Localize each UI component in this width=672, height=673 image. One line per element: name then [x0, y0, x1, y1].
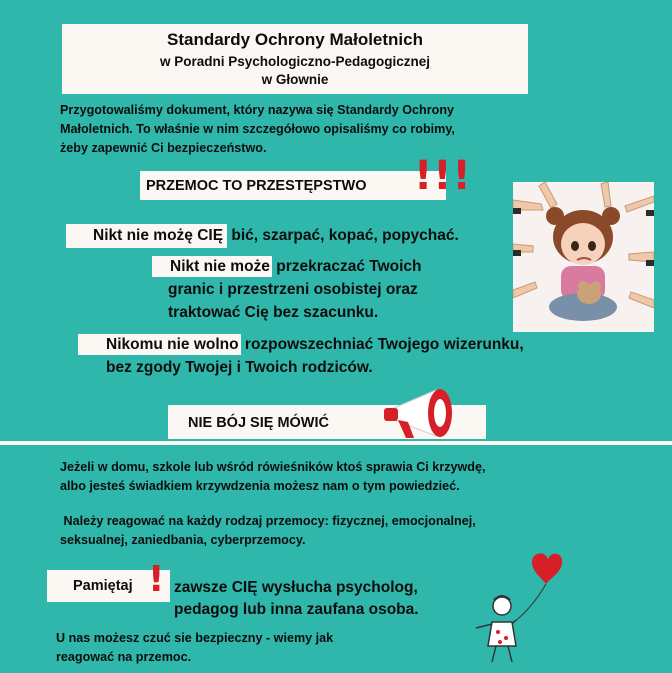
- para-2-line-1: Należy reagować na każdy rodzaj przemocy: fizycznej, emocjonalnej,: [60, 514, 476, 528]
- intro-line-3: żeby zapewnić Ci bezpieczeństwo.: [60, 141, 267, 155]
- closing-line-1: U nas możesz czuć sie bezpieczny - wiemy jak: [56, 631, 334, 645]
- banner-violence-is-crime: [140, 171, 446, 200]
- section-divider: [0, 441, 672, 445]
- exclamation-icon: !: [148, 559, 165, 600]
- rule-3-highlight: Nikomu nie wolno: [78, 334, 241, 355]
- closing-paragraph: [56, 629, 456, 667]
- para-1-line-1: Jeżeli w domu, szkole lub wśród rówieśników ktoś sprawia Ci krzywdę,: [60, 460, 486, 474]
- intro-paragraph: [60, 101, 540, 158]
- rule-3-line-2: bez zgody Twojej i Twoich rodziców.: [106, 359, 373, 376]
- rule-3-rest: rozpowszechniać Twojego wizerunku,: [240, 336, 524, 353]
- rule-no-hitting: [66, 224, 459, 248]
- violence-types-paragraph: [60, 512, 600, 550]
- rule-2-line-2: granic i przestrzeni osobistej oraz: [168, 281, 418, 298]
- title-panel: [62, 24, 528, 94]
- title-line-3: w Głownie: [261, 72, 329, 87]
- rule-1-highlight: Nikt nie możę CIĘ: [66, 224, 227, 248]
- report-harm-paragraph: [60, 458, 600, 496]
- rule-image-rights: [78, 333, 524, 379]
- title-line-2: w Poradni Psychologiczno-Pedagogicznej: [159, 54, 431, 69]
- para-2-line-2: seksualnej, zaniedbania, cyberprzemocy.: [60, 533, 306, 547]
- exclamation-marks-icon: !!!: [414, 153, 472, 199]
- para-1-line-2: albo jesteś świadkiem krzywdzenia możesz nam o tym powiedzieć.: [60, 479, 460, 493]
- girl-heart-balloon-icon: [472, 548, 562, 673]
- rule-2-rest: przekraczać Twoich: [271, 258, 422, 275]
- rule-personal-boundaries: [152, 255, 422, 324]
- megaphone-icon: [384, 386, 462, 449]
- title-line-1: Standardy Ochrony Małoletnich: [167, 30, 423, 49]
- banner-violence-label: PRZEMOC TO PRZESTĘPSTWO: [146, 178, 367, 194]
- banner-dont-be-afraid-label: NIE BÓJ SIĘ MÓWIĆ: [188, 415, 329, 431]
- sad-girl-pointing-fingers-image: [513, 182, 654, 332]
- intro-line-2: Małoletnich. To właśnie w nim szczegółowo opisaliśmy co robimy,: [60, 122, 455, 136]
- remember-message: [174, 577, 419, 621]
- rule-1-rest: bić, szarpać, kopać, popychać.: [227, 227, 459, 244]
- rule-2-line-3: traktować Cię bez szacunku.: [168, 304, 379, 321]
- rule-2-highlight: Nikt nie może: [152, 256, 272, 277]
- closing-line-2: reagować na przemoc.: [56, 650, 192, 664]
- remember-line-1: zawsze CIĘ wysłucha psycholog,: [174, 579, 418, 596]
- remember-label: Pamiętaj: [73, 578, 133, 594]
- remember-line-2: pedagog lub inna zaufana osoba.: [174, 601, 419, 618]
- intro-line-1: Przygotowaliśmy dokument, który nazywa się Standardy Ochrony: [60, 103, 455, 117]
